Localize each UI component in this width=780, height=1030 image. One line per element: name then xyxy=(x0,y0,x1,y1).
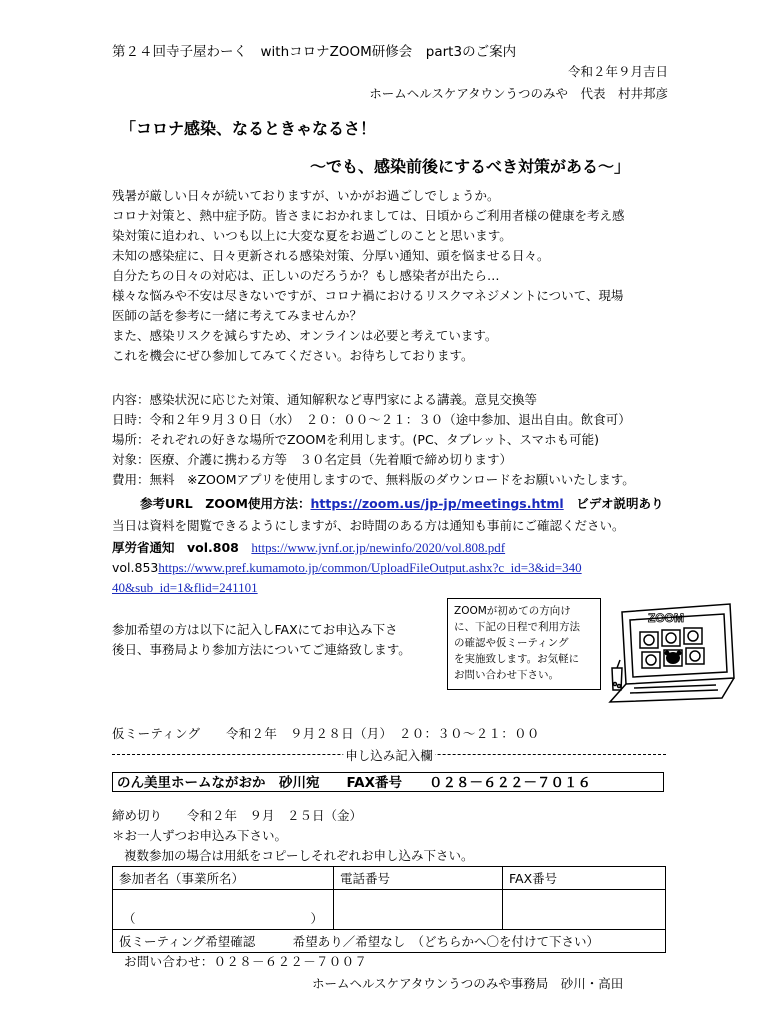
materials-note: 当日は資料を閲覧できるようにしますが、お時間のある方は通知も事前にご確認ください。 xyxy=(112,518,625,533)
zoom-info-line: に、下記の日程で利用方法 xyxy=(454,621,580,633)
detail-datetime: 日時：令和２年９月３０日（水） ２０：００～２１：３０（途中参加、退出自由。飲食可） xyxy=(112,412,631,427)
note-one-per-person: ＊お一人ずつお申込み下さい。 xyxy=(112,828,288,843)
mhlw-label: 厚労省通知 vol.808 xyxy=(112,540,252,555)
reference-line xyxy=(140,494,663,514)
intro-line: 残暑が厳しい日々が続いておりますが、いかがお過ごしでしょうか。 xyxy=(112,188,500,203)
intro-line: 自分たちの日々の対応は、正しいのだろうか？もし感染者が出たら… xyxy=(112,268,500,283)
office-name: ホームヘルスケアタウンうつのみや事務局 砂川・高田 xyxy=(312,976,624,991)
fax-destination-box: のん美里ホームながおか 砂川宛 FAX番号 ０２８－６２２－７０１６ xyxy=(112,772,664,792)
vol853-line xyxy=(112,558,582,578)
form-header-phone: 電話番号 xyxy=(334,867,503,890)
note-multiple: 複数参加の場合は用紙をコピーしそれぞれお申し込み下さい。 xyxy=(124,848,474,863)
deadline: 締め切り 令和２年 ９月 ２５日（金） xyxy=(112,808,363,823)
vol853-label: vol.853 xyxy=(112,560,159,575)
form-header-fax: FAX番号 xyxy=(503,867,666,890)
detail-place: 場所：それぞれの好きな場所でZOOMを利用します。(PC、タブレット、スマホも可能) xyxy=(112,432,600,447)
intro-line: 未知の感染症に、日々更新される感染対策、分厚い通知、頭を悩ませる日々。 xyxy=(112,248,550,263)
participant-name-field[interactable] xyxy=(113,890,334,930)
intro-line: 染対策に追われ、いつも以上に大変な夏をお過ごしのことと思います。 xyxy=(112,228,512,243)
detail-target: 対象：医療、介護に携わる方等 ３０名定員（先着順で締め切ります） xyxy=(112,452,513,467)
contact-phone: お問い合わせ：０２８－６２２－７００７ xyxy=(124,954,368,969)
mhlw-vol808-link[interactable]: https://www.jvnf.or.jp/newinfo/2020/vol.808.pdf xyxy=(251,540,506,555)
trial-meeting: 仮ミーティング 令和２年 ９月２８日（月） ２０：３０～２１：００ xyxy=(112,726,540,741)
apply-note-line: 後日、事務局より参加方法についてご連絡致します。 xyxy=(112,642,411,657)
form-header-participant: 参加者名（事業所名） xyxy=(113,867,334,890)
catch-line-2: ～でも、感染前後にするべき対策がある～」 xyxy=(309,157,630,176)
issue-date: 令和２年９月吉日 xyxy=(567,64,668,79)
page-title: 第２４回寺子屋わーく withコロナZOOM研修会 part3のご案内 xyxy=(112,44,517,60)
intro-line: また、感染リスクを減らすため、オンラインは必要と考えています。 xyxy=(112,328,498,343)
zoom-logo-text: ZOOM xyxy=(648,611,684,625)
trial-meeting-confirm[interactable]: 仮ミーティング希望確認 希望あり／希望なし （どちらかへ〇を付けて下さい） xyxy=(113,930,666,953)
detail-fee: 費用：無料 ※ZOOMアプリを使用しますので、無料版のダウンロードをお願いいたします。 xyxy=(112,472,635,487)
divider-label: 申し込み記入欄 xyxy=(345,748,433,763)
detail-content: 内容：感染状況に応じた対策、通知解釈など専門家による講義。意見交換等 xyxy=(112,392,538,407)
mhlw-notice-line xyxy=(112,538,505,558)
paren-open: （ xyxy=(123,911,136,926)
intro-line: コロナ対策と、熱中症予防。皆さまにおかれましては、日頃からご利用者様の健康を考え感 xyxy=(112,208,625,223)
zoom-info-line: を実施致します。お気軽に xyxy=(454,653,580,665)
apply-note-line: 参加希望の方は以下に記入しFAXにてお申込み下さ xyxy=(112,622,398,637)
fax-number-field[interactable] xyxy=(503,890,666,930)
zoom-info-line: お問い合わせ下さい。 xyxy=(454,669,559,681)
zoom-info-line: の確認や仮ミーティング xyxy=(454,637,569,649)
intro-line: 医師の話を参考に一緒に考えてみませんか？ xyxy=(112,308,363,323)
zoom-usage-link[interactable]: https://zoom.us/jp-jp/meetings.html xyxy=(310,496,564,511)
paren-close: ） xyxy=(310,911,323,926)
zoom-info-line: ZOOMが初めての方向け xyxy=(454,605,571,617)
intro-line: 様々な悩みや不安は尽きないですが、コロナ禍におけるリスクマネジメントについて、現場 xyxy=(112,288,624,303)
phone-number-field[interactable] xyxy=(334,890,503,930)
zoom-info-box xyxy=(447,598,601,690)
application-form-table xyxy=(112,866,666,953)
reference-video-note: ビデオ説明あり xyxy=(563,496,664,511)
vol853-link-cont[interactable] xyxy=(112,578,258,598)
laptop-zoom-illustration xyxy=(604,598,744,710)
reference-label: 参考URL ZOOM使用方法： xyxy=(140,496,311,511)
application-divider xyxy=(112,745,666,763)
vol853-link[interactable]: https://www.pref.kumamoto.jp/common/UploadFileOutput.ashx?c_id=3&id=340 xyxy=(158,560,582,575)
intro-line: これを機会にぜひ参加してみてください。お待ちしております。 xyxy=(112,348,474,363)
vol853-link-continued[interactable]: 40&sub_id=1&flid=241101 xyxy=(112,580,258,595)
organizer: ホームヘルスケアタウンうつのみや 代表 村井邦彦 xyxy=(369,86,668,101)
catch-line-1: 「コロナ感染、なるときゃなるさ！ xyxy=(120,119,377,138)
